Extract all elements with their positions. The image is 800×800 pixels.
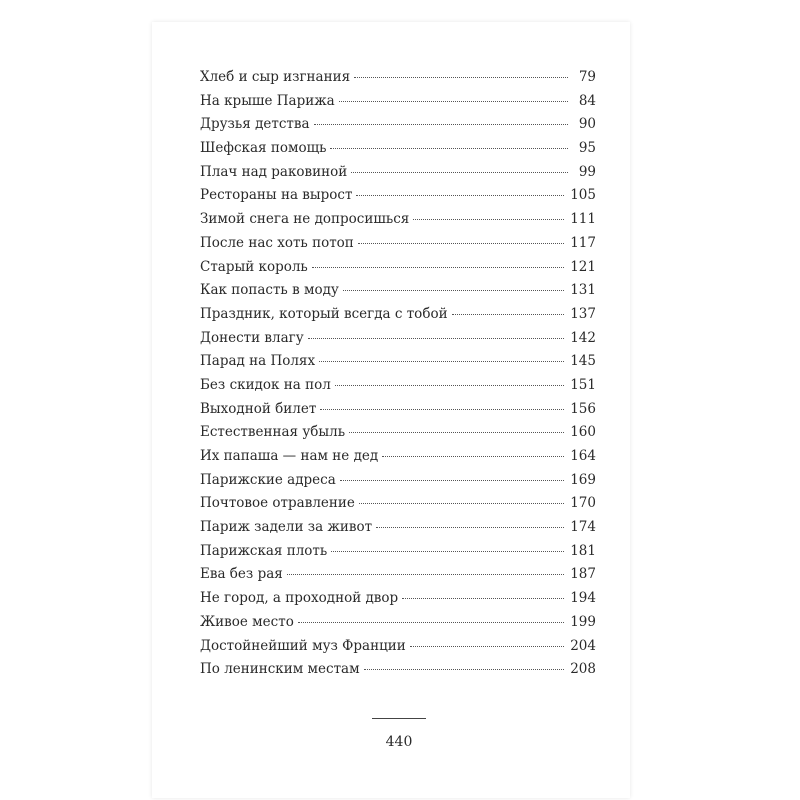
toc-entry-title: Парижская плоть <box>200 542 328 559</box>
toc-entry-page: 145 <box>570 353 596 370</box>
dot-leader <box>356 195 564 196</box>
page-number: 440 <box>385 734 413 750</box>
toc-entry-page: 95 <box>578 140 596 157</box>
toc-entry <box>200 69 596 93</box>
toc-entry-page: 111 <box>570 211 596 228</box>
dot-leader <box>287 574 564 575</box>
toc-entry-page: 84 <box>578 92 596 109</box>
toc-entry-title: На крыше Парижа <box>200 92 335 109</box>
dot-leader <box>314 124 568 125</box>
toc-entry <box>200 259 596 283</box>
toc-entry <box>200 377 596 401</box>
dot-leader <box>340 480 564 481</box>
toc-entry-page: 208 <box>570 661 596 678</box>
dot-leader <box>331 551 564 552</box>
toc-entry-title: Не город, а проходной двор <box>200 590 399 607</box>
toc-entry-title: Почтовое отравление <box>200 495 355 512</box>
table-of-contents <box>200 69 596 685</box>
dot-leader <box>351 172 568 173</box>
toc-entry-title: Рестораны на вырост <box>200 187 353 204</box>
dot-leader <box>413 219 564 220</box>
dot-leader <box>298 622 564 623</box>
toc-entry-title: Естественная убыль <box>200 424 346 441</box>
toc-entry-title: Достойнейший муз Франции <box>200 637 406 654</box>
toc-entry <box>200 519 596 543</box>
toc-entry <box>200 211 596 235</box>
dot-leader <box>312 267 564 268</box>
toc-entry-page: 204 <box>570 637 596 654</box>
toc-entry <box>200 116 596 140</box>
dot-leader <box>364 669 565 670</box>
toc-entry-title: Выходной билет <box>200 400 317 417</box>
toc-entry <box>200 566 596 590</box>
dot-leader <box>358 243 564 244</box>
dot-leader <box>376 527 564 528</box>
dot-leader <box>354 77 568 78</box>
toc-entry-page: 174 <box>570 519 596 536</box>
toc-entry <box>200 638 596 662</box>
toc-entry-title: Ева без рая <box>200 566 283 583</box>
toc-entry-page: 181 <box>570 542 596 559</box>
toc-entry <box>200 495 596 519</box>
toc-entry-page: 160 <box>570 424 596 441</box>
toc-entry <box>200 424 596 448</box>
toc-entry-page: 137 <box>570 305 596 322</box>
toc-entry-title: Парад на Полях <box>200 353 316 370</box>
toc-entry-title: Хлеб и сыр изгнания <box>200 69 351 85</box>
toc-entry-page: 187 <box>570 566 596 583</box>
toc-entry-page: 79 <box>578 69 596 85</box>
dot-leader <box>349 432 564 433</box>
toc-entry <box>200 140 596 164</box>
toc-entry-page: 164 <box>570 448 596 464</box>
dot-leader <box>339 101 568 102</box>
toc-entry-page: 142 <box>570 329 596 346</box>
toc-entry-title: После нас хоть потоп <box>200 234 354 251</box>
toc-entry <box>200 448 596 472</box>
dot-leader <box>402 598 564 599</box>
dot-leader <box>452 314 565 315</box>
dot-leader <box>410 646 564 647</box>
toc-entry-page: 194 <box>570 590 596 607</box>
dot-leader <box>335 385 564 386</box>
toc-entry-title: Живое место <box>200 613 294 630</box>
toc-entry-page: 156 <box>570 400 596 417</box>
footer-rule <box>372 718 426 719</box>
toc-entry-page: 169 <box>570 471 596 488</box>
toc-entry-title: Париж задели за живот <box>200 519 373 536</box>
dot-leader <box>330 148 568 149</box>
toc-entry <box>200 401 596 425</box>
toc-entry-page: 117 <box>570 234 596 251</box>
toc-entry <box>200 164 596 188</box>
toc-entry <box>200 472 596 496</box>
toc-entry <box>200 306 596 330</box>
toc-entry-page: 151 <box>570 376 596 393</box>
toc-entry-title: Друзья детства <box>200 116 310 133</box>
toc-entry-title: Плач над раковиной <box>200 163 348 180</box>
toc-entry <box>200 614 596 638</box>
dot-leader <box>382 456 564 457</box>
toc-entry-page: 90 <box>578 116 596 133</box>
toc-entry <box>200 282 596 306</box>
toc-entry-page: 131 <box>570 282 596 299</box>
toc-entry <box>200 235 596 259</box>
dot-leader <box>308 338 565 339</box>
toc-entry <box>200 661 596 685</box>
toc-entry-title: Как попасть в моду <box>200 282 339 299</box>
toc-entry-title: По ленинским местам <box>200 661 360 678</box>
toc-entry-title: Донести влагу <box>200 329 304 346</box>
toc-entry-page: 170 <box>570 495 596 512</box>
toc-entry-page: 199 <box>570 613 596 630</box>
toc-entry <box>200 590 596 614</box>
toc-entry-title: Праздник, который всегда с тобой <box>200 305 448 322</box>
toc-entry-page: 121 <box>570 258 596 275</box>
toc-entry-page: 99 <box>578 163 596 180</box>
toc-entry-title: Шефская помощь <box>200 140 327 157</box>
toc-entry-title: Зимой снега не допросишься <box>200 211 410 228</box>
toc-entry-title: Их папаша — нам не дед <box>200 448 379 464</box>
toc-entry-title: Парижские адреса <box>200 471 336 488</box>
toc-entry <box>200 330 596 354</box>
dot-leader <box>320 409 564 410</box>
toc-entry <box>200 93 596 117</box>
toc-entry <box>200 353 596 377</box>
toc-entry <box>200 187 596 211</box>
dot-leader <box>319 361 564 362</box>
toc-entry <box>200 543 596 567</box>
toc-entry-page: 105 <box>570 187 596 204</box>
toc-entry-title: Старый король <box>200 258 308 275</box>
dot-leader <box>343 290 564 291</box>
dot-leader <box>359 503 564 504</box>
toc-entry-title: Без скидок на пол <box>200 376 331 393</box>
